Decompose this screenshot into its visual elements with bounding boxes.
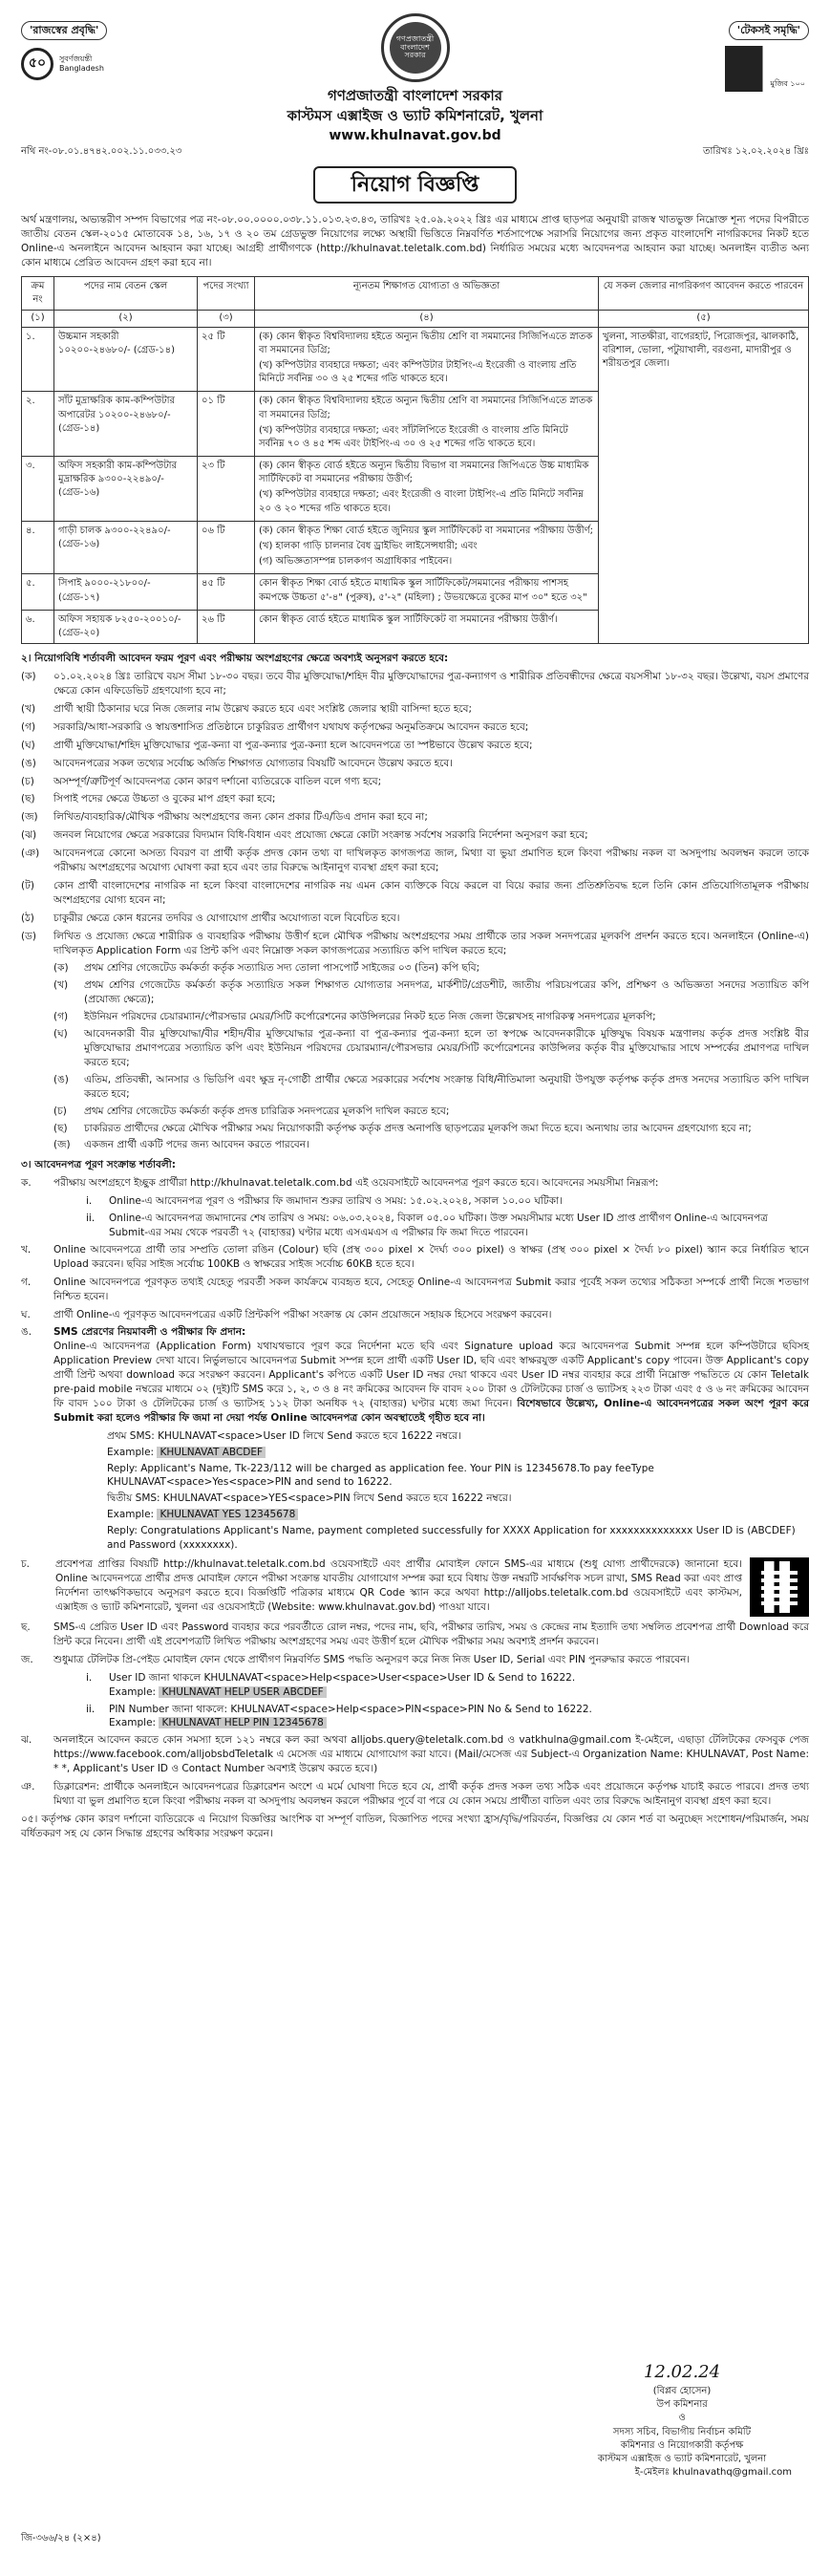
col-header-post: পদের নাম বেতন স্কেল xyxy=(54,277,198,311)
right-slogan-tag: 'টেকসই সমৃদ্ধি' xyxy=(729,21,809,40)
list-item xyxy=(53,1027,809,1070)
sms-rules-text: Online-এ আবেদনপত্র (Application Form) যথাযথভাবে পূরণ করে নির্দেশনা মতে ছবি এবং Signature upload করে আবেদনপত্র Submit সম্পন্ন হলে কম্পিউটারে ছবিসহ Application Preview দেখা যাবে। নির্ভুলভাবে আবেদনপত্র Submit সম্পন্ন হলে প্রার্থী একটি User ID, ছবি এবং স্বাক্ষরযুক্ত একটি Applicant's copy পাবেন। উক্ত Applicant's copy প্রার্থী প্রিন্ট অথবা download করে সংরক্ষণ করবেন। Applicant's কপিতে একটি User ID নম্বর দেয়া থাকবে এবং User ID নম্বর ব্যবহার করে প্রার্থী নিম্নোক্ত পদ্ধতিতে যে কোন Teletalk pre-paid mobile নম্বরের মাধ্যমে ০২ (দুই)টি SMS করে ১, ২, ৩ ও ৪ নং ক্রমিকের আবেদন ফি বাবদ ২০০ টাকা ও টেলিটকের চার্জ ও ভ্যাটসহ ২২৩ টাকা এবং ৫ ও ৬ নং ক্রমিকের আবেদন ফি বাবদ ১০০ টাকা ও টেলিটকের চার্জ ও ভ্যাটসহ ১১২ টাকা অনধিক ৭২ (বাহাত্তর) ঘণ্টার মধ্যে জমা দিবেন। xyxy=(53,1341,809,1409)
list-item xyxy=(21,702,809,717)
left-slogan-tag: 'রাজস্বের প্রবৃদ্ধি' xyxy=(21,21,107,40)
signatory-office: কাস্টমস এক্সাইজ ও ভ্যাট কমিশনারেট, খুলনা xyxy=(597,2453,767,2464)
list-item: খ. Online আবেদনপত্রে প্রার্থী তার সম্প্রতি তোলা রঙিন (Colour) ছবি (প্রস্থ ৩০০ pixel × দৈর্ঘ্য ৩০০ pixel) ও স্বাক্ষর (প্রস্থ ৩০০ pixel × দৈর্ঘ্য ৮০ pixel) স্ক্যান করে নির্ধারিত স্থানে Upload করবেন। ছবির সাইজ সর্বোচ্চ 100KB ও স্বাক্ষরের সাইজ সর্বোচ্চ 60KB হতে হবে। xyxy=(21,1243,809,1270)
list-item: ii. PIN Number জানা থাকলে: KHULNAVAT<space>Help<space>PIN<space>PIN No & Send to 16222. Example: KHULNAVAT HELP PIN 12345678 xyxy=(86,1703,592,1729)
jubilee-text: সুবর্ণজয়ন্তী Bangladesh xyxy=(59,54,104,73)
item-key: (ঙ) xyxy=(21,757,36,769)
item-text: সরকারি/আধা-সরকারি ও স্বায়ত্তশাসিত প্রতিষ্ঠানে চাকুরিরত প্রার্থীগণ যথাযথ কর্তৃপক্ষের অনুমতিক্রমে আবেদন করতে হবে; xyxy=(53,720,529,733)
support-contact-text: অনলাইনে আবেদন করতে কোন সমস্যা হলে ১২১ নম্বরে কল করা অথবা alljobs.query@teletalk.com.bd ও vatkhulna@gmail.com ই-মেইলে, এছাড়া টেলিটকের ফেসবুক পেজ https://www.facebook.com/alljobsbdTeletalk এ মেসেজ এর মাধ্যমে যোগাযোগ করা যাবে। (Mail/মেসেজ এর Subject-এ Organization Name: KHULNAVAT, Post Name: * *, Applicant's User ID ও Contact Number অবশ্যই উল্লেখ করতে হবে।) xyxy=(53,1734,809,1775)
list-item xyxy=(21,739,809,753)
list-item xyxy=(21,847,809,875)
row-post: উচ্চমান সহকারী ১০২০০-২৪৬৮০/- (গ্রেড-১৪) xyxy=(54,327,198,392)
item-key: (চ) xyxy=(53,1105,67,1117)
item-key: ii. xyxy=(86,1703,96,1715)
list-item xyxy=(86,1212,809,1240)
row-count: ২৫ টি xyxy=(198,327,255,392)
list-item: ঝ. অনলাইনে আবেদন করতে কোন সমস্যা হলে ১২১ নম্বরে কল করা অথবা alljobs.query@teletalk.com.bd ও vatkhulna@gmail.com ই-মেইলে, এছাড়া টেলিটকের ফেসবুক পেজ https://www.facebook.com/alljobsbdTeletalk এ মেসেজ এর মাধ্যমে যোগাযোগ করা যাবে। (Mail/মেসেজ এর Subject-এ Organization Name: KHULNAVAT, Post Name: * *, Applicant's User ID ও Contact Number অবশ্যই উল্লেখ করতে হবে।) xyxy=(21,1734,809,1775)
row-count: ০১ টি xyxy=(198,392,255,457)
item-text: আবেদনপত্রের সকল তথ্যের সর্বোচ্চ অর্জিত শিক্ষাগত যোগ্যতার বিষয়টি আবেদনে উল্লেখ করতে হবে। xyxy=(53,757,453,769)
item-key: (ক) xyxy=(53,962,69,975)
item-text: আবেদনপত্রে কোনো অসত্য বিবরণ বা প্রার্থী কর্তৃক প্রদত্ত কোন তথ্য বা দাখিলকৃত কাগজপত্র জাল, মিথ্যা বা ভুয়া প্রমাণিত হলে কিংবা পরীক্ষায় নকল বা অসদুপায় অবলম্বন করলে তাকে পরীক্ষায় অংশগ্রহণের অযোগ্য ঘোষণা করা হবে এবং তার বিরুদ্ধে আইনানুগ ব্যবস্থা গ্রহণ করা হবে; xyxy=(53,848,809,874)
qualification-line: কোন স্বীকৃত শিক্ষা বোর্ড হইতে মাধ্যমিক স্কুল সার্টিফিকেট/সমমানের পরীক্ষায় পাশসহ কমপক্ষে উচ্চতা ৫'-৪" (পুরুষ), ৫'-২" (মহিলা) ; উভয়ক্ষেত্রে বুকের মাপ ৩০" হতে ৩২" xyxy=(259,578,587,603)
row-sl: ৩. xyxy=(22,457,54,522)
list-item xyxy=(21,828,809,843)
item-key: (জ) xyxy=(53,1139,71,1151)
qualification-line: (ক) কোন স্বীকৃত শিক্ষা বোর্ড হইতে জুনিয়র স্কুল সার্টিফিকেট বা সমমানের পরীক্ষায় উত্তীর্ণ; xyxy=(259,525,594,536)
list-item xyxy=(21,810,809,825)
section-3-title: ৩। আবেদনপত্র পূরণ সংক্রান্ত শর্তাবলী: xyxy=(21,1159,176,1171)
admit-card-text: প্রবেশপত্র প্রাপ্তির বিষয়টি http://khulnavat.teletalk.com.bd ওয়েবসাইটে এবং প্রার্থীর মোবাইল ফোনে SMS-এর মাধ্যমে (শুধু যোগ্য প্রার্থীদেরকে) জানানো হবে। Online আবেদনপত্রে প্রার্থীর প্রদত্ত মোবাইল ফোনে পরীক্ষা সংক্রান্ত যাবতীয় যোগাযোগ সম্পন্ন করা হবে বিধায় উক্ত নম্বরটি সার্বক্ষণিক সচল রাখা, SMS Read করা এবং প্রাপ্ত নির্দেশনা তাৎক্ষণিকভাবে অনুসরণ করতে হবে। বিজ্ঞপ্তিটি পত্রিকার মাধ্যমে QR Code স্ক্যান করে অথবা http://alljobs.teletalk.com.bd ওয়েবসাইটে এবং কাস্টমস, এক্সাইজ ও ভ্যাট কমিশনারেট, খুলনা এর ওয়েবসাইটে (Website: www.khulnavat.gov.bd) পাওয়া যাবে। xyxy=(55,1558,742,1613)
item-key: (ঘ) xyxy=(53,1028,68,1041)
list-item: ক. পরীক্ষায় অংশগ্রহণে ইচ্ছুক প্রার্থীরা http://khulnavat.teletalk.com.bd এই ওয়েবসাইটে আবেদনপত্র পূরণ করতে হবে। আবেদনের সময়সীমা নিম্নরূপ: xyxy=(21,1176,809,1191)
list-item: ঙ. SMS প্রেরণের নিয়মাবলী ও পরীক্ষার ফি প্রদান: Online-এ আবেদনপত্র (Application Form) যথাযথভাবে পূরণ করে নির্দেশনা মতে ছবি এবং Signature upload করে আবেদনপত্র Submit সম্পন্ন হলে কম্পিউটারে ছবিসহ Application Preview দেখা যাবে। নির্ভুলভাবে আবেদনপত্র Submit সম্পন্ন হলে প্রার্থী একটি User ID, ছবি এবং স্বাক্ষরযুক্ত একটি Applicant's copy পাবেন। উক্ত Applicant's copy প্রার্থী প্রিন্ট অথবা download করে সংরক্ষণ করবেন। Applicant's কপিতে একটি User ID নম্বর দেয়া থাকবে এবং User ID নম্বর ব্যবহার করে প্রার্থী নিম্নোক্ত পদ্ধতিতে যে কোন Teletalk pre-paid mobile নম্বরের মাধ্যমে ০২ (দুই)টি SMS করে ১, ২, ৩ ও ৪ নং ক্রমিকের আবেদন ফি বাবদ ২০০ টাকা ও টেলিটকের চার্জ ও ভ্যাটসহ ২২৩ টাকা এবং ৫ ও ৬ নং ক্রমিকের আবেদন ফি বাবদ ১০০ টাকা ও টেলিটকের চার্জ ও ভ্যাটসহ ১১২ টাকা অনধিক ৭২ (বাহাত্তর) ঘণ্টার মধ্যে জমা দিবেন। বিশেষভাবে উল্লেখ্য, Online-এ আবেদনপত্রের সকল অংশ পূরণ করে Submit করা হলেও পরীক্ষার ফি জমা না দেয়া পর্যন্ত Online আবেদনপত্র কোন অবস্থাতেই গৃহীত হবে না। xyxy=(21,1326,809,1424)
qr-code-icon xyxy=(750,1557,809,1617)
row-qualification xyxy=(255,392,599,457)
row-sl: ৫. xyxy=(22,574,54,610)
item-key: ii. xyxy=(86,1213,96,1225)
row-qualification xyxy=(255,457,599,522)
list-item xyxy=(21,757,809,771)
qualification-line: (খ) হালকা গাড়ি চালনার বৈধ ড্রাইভিং লাইসেন্সধারী; এবং xyxy=(259,541,478,552)
photo-upload-text: Online আবেদনপত্রে প্রার্থী তার সম্প্রতি তোলা রঙিন (Colour) ছবি (প্রস্থ ৩০০ pixel × দৈর্ঘ্য ৩০০ pixel) ও স্বাক্ষর (প্রস্থ ৩০০ pixel × দৈর্ঘ্য ৮০ pixel) স্ক্যান করে নির্ধারিত স্থানে Upload করবেন। ছবির সাইজ সর্বোচ্চ 100KB ও স্বাক্ষরের সাইজ সর্বোচ্চ 60KB হতে হবে। xyxy=(53,1243,809,1270)
signatory-role2: কমিশনার ও নিয়োগকারী কর্তৃপক্ষ xyxy=(620,2439,744,2451)
golden-jubilee-logo xyxy=(21,48,193,80)
item-text: কোন প্রার্থী বাংলাদেশের নাগরিক না হলে কিংবা বাংলাদেশের নাগরিক নয় এমন কোন ব্যক্তিকে বিয়ে করলে বা বিয়ে করার জন্য প্রতিশ্রুতিবদ্ধ হলে তিনি কোন প্রতিযোগিতামূলক পরীক্ষায় অংশগ্রহণের যোগ্য হবেন না; xyxy=(53,879,809,906)
item-text: PIN Number জানা থাকলে: KHULNAVAT<space>Help<space>PIN<space>PIN No & Send to 16222. xyxy=(109,1703,592,1715)
list-item xyxy=(53,961,809,976)
item-key: (ঘ) xyxy=(21,739,35,751)
memo-date: তারিখঃ ১২.০২.২০২৪ খ্রিঃ xyxy=(703,146,809,157)
signature-block xyxy=(572,2360,792,2479)
item-key: (ঞ) xyxy=(21,848,40,860)
row-qualification xyxy=(255,327,599,392)
submit-check-text: Online আবেদনপত্রে পূরণকৃত তথ্যই যেহেতু পরবর্তী সকল কার্যক্রমে ব্যবহৃত হবে, সেহেতু Online-এ আবেদনপত্র Submit করার পূর্বেই সকল তথ্যের সঠিকতা সম্পর্কে প্রার্থী নিজে শতভাগ নিশ্চিত হবেন। xyxy=(53,1276,809,1302)
item-text: লিখিত/ব্যবহারিক/মৌখিক পরীক্ষায় অংশগ্রহণের জন্য কোন প্রকার টিএ/ডিএ প্রদান করা হবে না; xyxy=(53,811,428,824)
list-item: চ. প্রবেশপত্র প্রাপ্তির বিষয়টি http://khulnavat.teletalk.com.bd ওয়েবসাইটে এবং প্রার্থীর মোবাইল ফোনে SMS-এর মাধ্যমে (শুধু যোগ্য প্রার্থীদেরকে) জানানো হবে। Online আবেদনপত্রে প্রার্থীর প্রদত্ত মোবাইল ফোনে পরীক্ষা সংক্রান্ত যাবতীয় যোগাযোগ সম্পন্ন করা হবে বিধায় উক্ত নম্বরটি সার্বক্ষণিক সচল রাখা, SMS Read করা এবং প্রাপ্ত নির্দেশনা তাৎক্ষণিকভাবে অনুসরণ করতে হবে। বিজ্ঞপ্তিটি পত্রিকার মাধ্যমে QR Code স্ক্যান করে অথবা http://alljobs.teletalk.com.bd ওয়েবসাইটে এবং কাস্টমস, এক্সাইজ ও ভ্যাট কমিশনারেট, খুলনা এর ওয়েবসাইটে (Website: www.khulnavat.gov.bd) পাওয়া যাবে। xyxy=(21,1557,809,1617)
page-title: নিয়োগ বিজ্ঞপ্তি xyxy=(313,166,518,204)
col-num: (৩) xyxy=(198,311,255,327)
item-key: (ক) xyxy=(21,671,36,683)
portrait-caption: মুজিব ১০০ xyxy=(770,79,805,89)
government-seal-icon xyxy=(381,13,450,82)
signatory-email: ই-মেইলঃ khulnavathq@gmail.com xyxy=(634,2467,792,2479)
item-key: (চ) xyxy=(21,775,34,787)
row-post: অফিস সহায়ক ৮২৫০-২০০১০/- (গ্রেড-২০) xyxy=(54,610,198,643)
col-num: (৪) xyxy=(255,311,599,327)
row-sl: ২. xyxy=(22,392,54,457)
qualification-line: (ক) কোন স্বীকৃত বিশ্ববিদ্যালয় হইতে অন্যুন দ্বিতীয় শ্রেণি বা সমমানের সিজিপিএতে স্নাতক বা সমমানের ডিগ্রি; xyxy=(259,331,593,355)
office-title-block xyxy=(21,86,809,145)
item-text: প্রার্থী স্থায়ী ঠিকানার ঘরে নিজ জেলার নাম উল্লেখ করতে হবে এবং সংশ্লিষ্ট জেলার স্থায়ী বাসিন্দা হতে হবে; xyxy=(53,702,472,715)
footer-code: জি-৩৬৬/২৪ (২×৪) xyxy=(21,2533,101,2544)
item-key: (গ) xyxy=(53,1011,69,1023)
recovery-intro-text: শুধুমাত্র টেলিটক প্রি-পেইড মোবাইল ফোন থেকে প্রার্থীগণ নিম্নবর্ণিত SMS পদ্ধতি অনুসরণ করে নিজ নিজ User ID, Serial এবং PIN পুনরুদ্ধার করতে পারবেন। xyxy=(53,1653,691,1665)
government-name: গণপ্রজাতন্ত্রী বাংলাদেশ সরকার xyxy=(328,87,502,104)
list-item: ছ. SMS-এ প্রেরিত User ID এবং Password ব্যবহার করে পরবর্তীতে রোল নম্বর, পদের নাম, ছবি, পরীক্ষার তারিখ, সময় ও কেন্দ্রের নাম ইত্যাদি তথ্য সম্বলিত প্রবেশপত্র প্রার্থী Download করে প্রিন্ট করে নিবেন। প্রার্থী এই প্রবেশপত্রটি লিখিত পরীক্ষায় অংশগ্রহণের সময় এবং উত্তীর্ণ হলে মৌখিক পরীক্ষার সময় অবশ্যই প্রদর্শন করবেন। xyxy=(21,1621,809,1647)
list-item: জ. শুধুমাত্র টেলিটক প্রি-পেইড মোবাইল ফোন থেকে প্রার্থীগণ নিম্নবর্ণিত SMS পদ্ধতি অনুসরণ করে নিজ নিজ User ID, Serial এবং PIN পুনরুদ্ধার করতে পারবেন। xyxy=(21,1653,809,1667)
item-text: লিখিত ও প্রযোজ্য ক্ষেত্রে শারীরিক ও ব্যবহারিক পরীক্ষায় উত্তীর্ণ হলে মৌখিক পরীক্ষায় অংশগ্রহণের সময় প্রার্থীকে তার সকল সনদপত্রের মূলকপি প্রদর্শন করতে হবে। অনলাইনে (Online-এ) দাখিলকৃত Application Form এর প্রিন্ট কপি এবং নিম্নোক্ত সকল কাগজপত্রের সত্যায়িত কপি দাখিল করতে হবে; xyxy=(53,930,809,956)
signatory-title: উপ কমিশনার xyxy=(656,2399,708,2411)
qualification-line: (খ) কম্পিউটার ব্যবহারে দক্ষতা; এবং ইংরেজী ও বাংলা টাইপিং-এ প্রতি মিনিটে সর্বনিম্ন ২০ ও ২০ শব্দের গতি থাকতে হবে। xyxy=(259,489,584,514)
item-text: User ID জানা থাকলে KHULNAVAT<space>Help<space>User<space>User ID & Send to 16222. xyxy=(109,1671,576,1684)
example-code: KHULNAVAT ABCDEF xyxy=(157,1447,266,1458)
item-text: Online-এ আবেদনপত্র জমাদানের শেষ তারিখ ও সময়: ০৬.০৩.২০২৪, বিকাল ০৫.০০ ঘটিকা। উক্ত সময়সীমার মধ্যে User ID প্রাপ্ত প্রার্থীগণ Online-এ আবেদনপত্র Submit-এর সময় থেকে পরবর্তী ৭২ (বাহাত্তর) ঘণ্টার মধ্যে এসএমএস এ পরীক্ষার ফি জমা দিতে পারবেন। xyxy=(109,1213,768,1238)
item-text: Online-এ আবেদনপত্র পূরণ ও পরীক্ষার ফি জমাদান শুরুর তারিখ ও সময়: ১৫.০২.২০২৪, সকাল ১০.০০ ঘটিকা। xyxy=(109,1195,563,1208)
section-2-title: ২। নিয়োগবিধি শর্তাবলী আবেদন ফরম পূরণ এবং পরীক্ষায় অংশগ্রহণের ক্ষেত্রে অবশ্যই অনুসরণ করতে হবে: xyxy=(21,653,449,665)
row-post: সিপাই ৯০০০-২১৮০০/- (গ্রেড-১৭) xyxy=(54,574,198,610)
item-key: (ট) xyxy=(21,879,34,891)
list-item: ঞ. ডিক্লারেশন: প্রার্থীকে অনলাইনে আবেদনপত্রের ডিক্লারেশন অংশে এ মর্মে ঘোষণা দিতে হবে যে, প্রার্থী কর্তৃক প্রদত্ত সকল তথ্য সঠিক এবং প্রয়োজনে কর্তৃপক্ষ যাচাই করতে পারবে। প্রদত্ত তথ্য মিথ্যা বা ভুল প্রমাণিত হলে কিংবা পরীক্ষায় নকল বা অসদুপায় অবলম্বন করলে পরীক্ষার পূর্বে বা পরে যে কোন সময়ে প্রার্থীতা বাতিল এবং তার বিরুদ্ধে আইনানুগ ব্যবস্থা গ্রহণ করা হবে। xyxy=(21,1781,809,1807)
col-num: (২) xyxy=(54,311,198,327)
item-key: (খ) xyxy=(53,979,69,992)
first-sms-example: Example: KHULNAVAT ABCDEF xyxy=(107,1446,809,1460)
list-item xyxy=(21,912,809,926)
row-sl: ১. xyxy=(22,327,54,392)
section-2-list xyxy=(21,670,809,957)
item-text: অসম্পূর্ণ/ত্রুটিপূর্ণ আবেদনপত্র কোন কারণ দর্শানো ব্যতিরেকে বাতিল বলে গণ্য হবে; xyxy=(53,775,382,787)
row-qualification xyxy=(255,610,599,643)
item-text: ০১.০২.২০২৪ খ্রিঃ তারিখে বয়স সীমা ১৮-৩০ বছর। তবে বীর মুক্তিযোদ্ধা/শহিদ বীর মুক্তিযোদ্ধাদের পুত্র-কন্যাগণ ও শারীরিক প্রতিবন্ধীদের ক্ষেত্রে বয়সসীমা ১৮-৩২ বছর। উল্লেখ্য, বয়স প্রমাণের ক্ষেত্রে কোন এফিডেভিট গ্রহণযোগ্য হবে না; xyxy=(53,671,809,697)
item-key: (ঙ) xyxy=(53,1073,69,1085)
office-website: www.khulnavat.gov.bd xyxy=(329,127,501,143)
item-text: প্রথম শ্রেণির গেজেটেড কর্মকর্তা কর্তৃক সত্যায়িত সদ্য তোলা পাসপোর্ট সাইজের ০৩ (তিন) কপি ছবি; xyxy=(84,962,480,975)
row-qualification xyxy=(255,574,599,610)
printcopy-text: প্রার্থী Online-এ পূরণকৃত আবেদনপত্রের একটি প্রিন্টকপি পরীক্ষা সংক্রান্ত যে কোন প্রয়োজনে সহায়ক হিসেবে সংরক্ষণ করবেন। xyxy=(53,1308,552,1320)
sms-rules-title: SMS প্রেরণের নিয়মাবলী ও পরীক্ষার ফি প্রদান: xyxy=(53,1326,246,1339)
item-text: প্রার্থী মুক্তিযোদ্ধা/শহিদ মুক্তিযোদ্ধার পুত্র-কন্যা বা পুত্র-কন্যার পুত্র-কন্যা হলে আবেদনপত্রে তা স্পষ্টভাবে উল্লেখ করতে হবে; xyxy=(53,739,533,751)
item-text: চাকুরীর ক্ষেত্রে কোন ধরনের তদবির ও যোগাযোগ প্রার্থীর অযোগ্যতা বলে বিবেচিত হবে। xyxy=(53,912,400,924)
example-code: KHULNAVAT YES 12345678 xyxy=(157,1509,298,1520)
qualification-line: কোন স্বীকৃত বোর্ড হইতে মাধ্যমিক স্কুল সার্টিফিকেট বা সমমানের পরীক্ষায় উত্তীর্ণ। xyxy=(259,613,558,625)
list-item xyxy=(21,930,809,958)
row-sl: ৪. xyxy=(22,521,54,574)
example-code: KHULNAVAT HELP USER ABCDEF xyxy=(159,1686,326,1698)
item-text: একজন প্রার্থী একটি পদের জন্য আবেদন করতে পারবেন। xyxy=(84,1139,309,1151)
item-key: (ঝ) xyxy=(21,829,37,842)
declaration-text: ডিক্লারেশন: প্রার্থীকে অনলাইনে আবেদনপত্রের ডিক্লারেশন অংশে এ মর্মে ঘোষণা দিতে হবে যে, প্রার্থী কর্তৃক প্রদত্ত সকল তথ্য সঠিক এবং প্রয়োজনে কর্তৃপক্ষ যাচাই করতে পারবে। প্রদত্ত তথ্য মিথ্যা বা ভুল প্রমাণিত হলে কিংবা পরীক্ষায় নকল বা অসদুপায় অবলম্বন করলে পরীক্ষার পূর্বে বা পরে যে কোন সময়ে প্রার্থীতা বাতিল এবং তার বিরুদ্ধে আইনানুগ ব্যবস্থা গ্রহণ করা হবে। xyxy=(53,1781,809,1807)
vacancy-table xyxy=(21,276,809,644)
row-districts: খুলনা, সাতক্ষীরা, বাগেরহাট, পিরোজপুর, ঝালকাঠি, বরিশাল, ভোলা, পটুয়াখালী, বরগুনা, মাদারীপুর ও শরীয়তপুর জেলা। xyxy=(599,327,809,644)
col-header-sl: ক্রম নং xyxy=(22,277,54,311)
item-text: জনবল নিয়োগের ক্ষেত্রে সরকারের বিদ্যমান বিধি-বিধান এবং প্রযোজ্য ক্ষেত্রে কোটা সংক্রান্ত সর্বশেষ সরকারি নির্দেশনা অনুসরণ করা হবে; xyxy=(53,829,588,842)
item-key: (ড) xyxy=(21,930,36,942)
table-row xyxy=(22,327,809,392)
sms-rules-warning: বিশেষভাবে উল্লেখ্য, Online-এ আবেদনপত্রের সকল অংশ পূরণ করে Submit করা হলেও পরীক্ষার ফি জমা না দেয়া পর্যন্ত Online আবেদনপত্র কোন অবস্থাতেই গৃহীত হবে না। xyxy=(53,1397,809,1424)
row-post: অফিস সহকারী কাম-কম্পিউটার মুদ্রাক্ষরিক ৯৩০০-২২৪৯০/- (গ্রেড-১৬) xyxy=(54,457,198,522)
col-header-districts: যে সকল জেলার নাগরিকগণ আবেদন করতে পারবেন xyxy=(599,277,809,311)
second-sms-reply: Reply: Congratulations Applicant's Name, payment completed successfully for XXXX Application for xxxxxxxxxxxxxx User ID is (ABCDEF) and Password (xxxxxxxx). xyxy=(107,1525,796,1552)
row-count: ২৬ টি xyxy=(198,610,255,643)
signature: 12.02.24 xyxy=(643,2362,721,2382)
item-text: এতিম, প্রতিবন্ধী, আনসার ও ভিডিপি এবং ক্ষুদ্র নৃ-গোষ্ঠী প্রার্থীর ক্ষেত্রে সরকারের সর্বশেষ সংক্রান্ত বিধি/নীতিমালা অনুযায়ী উপযুক্ত কর্তৃপক্ষ কর্তৃক প্রদত্ত সনদের সত্যায়িত কপি দাখিল করতে হবে; xyxy=(84,1073,809,1100)
item-key: (ঠ) xyxy=(21,912,34,924)
memo-number: নথি নং-০৮.০১.৪৭৪২.০০২.১১.০৩৩.২৩ xyxy=(21,146,182,157)
documents-sublist xyxy=(21,961,809,1152)
item-text: প্রথম শ্রেণির গেজেটেড কর্মকর্তা কর্তৃক সত্যায়িত সকল শিক্ষাগত যোগ্যতার সনদপত্র, মার্কশীট/গ্রেডশীট, জাতীয় পরিচয়পত্রের কপি, প্রশিক্ষণ ও অভিজ্ঞতা সনদের সত্যায়িত কপি (প্রযোজ্য ক্ষেত্রে); xyxy=(84,979,809,1006)
col-header-qualification: ন্যূনতম শিক্ষাগত যোগ্যতা ও অভিজ্ঞতা xyxy=(255,277,599,311)
list-item: ঘ. প্রার্থী Online-এ পূরণকৃত আবেদনপত্রের একটি প্রিন্টকপি পরীক্ষা সংক্রান্ত যে কোন প্রয়োজনে সহায়ক হিসেবে সংরক্ষণ করবেন। xyxy=(21,1308,809,1322)
left-logo-block xyxy=(21,21,193,80)
office-name: কাস্টমস এক্সাইজ ও ভ্যাট কমিশনারেট, খুলনা xyxy=(287,107,543,125)
qualification-line: (ক) কোন স্বীকৃত বোর্ড হইতে অন্যুন দ্বিতীয় বিভাগ বা সমমানের জিপিএতে উচ্চ মাধ্যমিক সার্টিফিকেট বা সমমানের পরীক্ষায় উত্তীর্ণ; xyxy=(259,461,589,485)
qualification-line: (খ) কম্পিউটার ব্যবহারে দক্ষতা; এবং কম্পিউটার টাইপিং-এ ইংরেজী ও বাংলায় প্রতি মিনিটে সর্বনিম্ন ৩০ ও ২৫ শব্দের গতি থাকতে হবে। xyxy=(259,359,577,385)
portrait-logo xyxy=(725,46,809,92)
qualification-line: (গ) অভিজ্ঞতাসম্পন্ন চালকগণ অগ্রাধিকার পাইবেন। xyxy=(259,556,453,568)
item-text: চাকরিরত প্রার্থীদের ক্ষেত্রে মৌখিক পরীক্ষার সময় নিয়োগকারী কর্তৃপক্ষ কর্তৃক প্রদত্ত অনাপত্তি ছাড়পত্রের মূলকপি জমা দিতে হবে। অন্যথায় তার আবেদন গ্রহণযোগ্য হবে না; xyxy=(84,1122,752,1134)
list-item xyxy=(21,775,809,789)
apply-website-text: পরীক্ষায় অংশগ্রহণে ইচ্ছুক প্রার্থীরা http://khulnavat.teletalk.com.bd এই ওয়েবসাইটে আবেদনপত্র পূরণ করতে হবে। আবেদনের সময়সীমা নিম্নরূপ: xyxy=(53,1177,659,1190)
list-item xyxy=(21,670,809,698)
item-text: সিপাই পদের ক্ষেত্রে উচ্চতা ও বুকের মাপ গ্রহণ করা হবে; xyxy=(53,793,276,805)
row-count: ০৬ টি xyxy=(198,521,255,574)
row-post: সাঁট মুদ্রাক্ষরিক কাম-কম্পিউটার অপারেটর ১০২০০-২৪৬৮০/- (গ্রেড-১৪) xyxy=(54,392,198,457)
row-count: ৪৫ টি xyxy=(198,574,255,610)
item-text: ইউনিয়ন পরিষদের চেয়ারম্যান/পৌরসভার মেয়র/সিটি কর্পোরেশনের কাউন্সিলরের নিকট হতে নিজ জেলা উল্লেখসহ নাগরিকত্ব সনদপত্রের মূলকপি; xyxy=(84,1011,656,1023)
userid-password-text: SMS-এ প্রেরিত User ID এবং Password ব্যবহার করে পরবর্তীতে রোল নম্বর, পদের নাম, ছবি, পরীক্ষার তারিখ, সময় ও কেন্দ্রের নাম ইত্যাদি তথ্য সম্বলিত প্রবেশপত্র প্রার্থী Download করে প্রিন্ট করে নিবেন। প্রার্থী এই প্রবেশপত্রটি লিখিত পরীক্ষায় অংশগ্রহণের সময় এবং উত্তীর্ণ হলে মৌখিক পরীক্ষার সময় অবশ্যই প্রদর্শন করবেন। xyxy=(53,1621,809,1647)
col-num: (১) xyxy=(22,311,54,327)
item-key: (গ) xyxy=(21,720,36,733)
memo-row xyxy=(21,145,809,159)
col-header-count: পদের সংখ্যা xyxy=(198,277,255,311)
qualification-line: (খ) কম্পিউটার ব্যবহারে দক্ষতা; এবং সাঁটলিপিতে ইংরেজী ও বাংলায় প্রতি মিনিটে সর্বনিম্ন ৭০ ও ৪৫ শব্দ এবং টাইপিং-এ ৩০ ও ২৫ শব্দের গতি থাকতে হবে। xyxy=(259,424,568,449)
intro-paragraph: অর্থ মন্ত্রণালয়, অভ্যন্তরীণ সম্পদ বিভাগের পত্র নং-০৮.০০.০০০০.০৩৮.১১.০১৩.২৩.৪৩, তারিখঃ ২৫.০৯.২০২২ খ্রিঃ এর মাধ্যমে প্রাপ্ত ছাড়পত্র অনুযায়ী রাজস্ব খাতভুক্ত নিম্নোক্ত শূন্য পদের বিপরীতে জাতীয় বেতন স্কেল-২০১৫ মোতাবেক ১৪, ১৬, ১৭ ও ২০ তম গ্রেডভুক্ত নিয়োগের লক্ষ্যে অস্থায়ী ভিত্তিতে নিম্নবর্ণিত শর্তসাপেক্ষে সরাসরি নিয়োগের জন্য প্রকৃত বাংলাদেশি নাগরিকদের নিকট হতে Online-এ অনলাইনে আবেদন আহবান করা যাচ্ছে। আগ্রহী প্রার্থীগণকে (http://khulnavat.teletalk.com.bd) নির্ধারিত সময়ের মধ্যে আবেদনপত্র আহবান করা যাচ্ছে। অনলাইন ব্যতীত অন্য কোন মাধ্যমে প্রেরিত আবেদন গ্রহণ করা হবে না। xyxy=(21,214,809,269)
item-key: i. xyxy=(86,1195,93,1208)
list-item xyxy=(21,792,809,806)
list-item xyxy=(53,978,809,1007)
item-key: (ছ) xyxy=(21,793,35,805)
right-logo-block xyxy=(647,21,809,92)
list-item xyxy=(53,1073,809,1102)
row-post: গাড়ী চালক ৯৩০০-২২৪৯০/- (গ্রেড-১৬) xyxy=(54,521,198,574)
list-item xyxy=(53,1010,809,1024)
signatory-role: সদস্য সচিব, বিভাগীয় নির্বাচন কমিটি xyxy=(612,2426,752,2437)
first-sms-reply: Reply: Applicant's Name, Tk-223/112 will be charged as application fee. Your PIN is 12345678.To pay feeType KHULNAVAT<space>Yes<space>PIN and send to 16222. xyxy=(107,1462,654,1489)
jubilee-number: ৫০ xyxy=(21,48,53,80)
signatory-name: (বিপ্লব হোসেন) xyxy=(652,2386,712,2396)
item-key: (খ) xyxy=(21,702,36,715)
item-key: (ছ) xyxy=(53,1122,68,1134)
list-item: গ. Online আবেদনপত্রে পূরণকৃত তথ্যই যেহেতু পরবর্তী সকল কার্যক্রমে ব্যবহৃত হবে, সেহেতু Online-এ আবেদনপত্র Submit করার পূর্বেই সকল তথ্যের সঠিকতা সম্পর্কে প্রার্থী নিজে শতভাগ নিশ্চিত হবেন। xyxy=(21,1276,809,1302)
authority-rights-paragraph: ০৫। কর্তৃপক্ষ কোন কারণ দর্শানো ব্যতিরেকে এ নিয়োগ বিজ্ঞপ্তির আংশিক বা সম্পূর্ণ বাতিল, বিজ্ঞাপিত পদের সংখ্যা হ্রাস/বৃদ্ধি/পরিবর্তন, বিজ্ঞপ্তির যে কোন শর্ত বা অনুচ্ছেদ সংশোধন/পরিমার্জন, সময় বর্ধিতকরণ সহ যে কোন সিদ্ধান্ত গ্রহণের অধিকার সংরক্ষণ করেন। xyxy=(21,1813,809,1839)
list-item xyxy=(53,1138,809,1152)
row-qualification xyxy=(255,521,599,574)
first-sms: প্রথম SMS: KHULNAVAT<space>User ID লিখে Send করতে হবে 16222 নম্বরে। xyxy=(107,1429,461,1442)
row-sl: ৬. xyxy=(22,610,54,643)
list-item xyxy=(53,1105,809,1119)
row-count: ২৩ টি xyxy=(198,457,255,522)
list-item xyxy=(21,879,809,908)
header xyxy=(21,13,809,143)
list-item xyxy=(53,1122,809,1136)
qualification-line: (ক) কোন স্বীকৃত বিশ্ববিদ্যালয় হইতে অন্যুন দ্বিতীয় শ্রেণি বা সমমানের সিজিপিএতে স্নাতক বা সমমানের ডিগ্রি; xyxy=(259,396,593,420)
second-sms-example: Example: KHULNAVAT YES 12345678 xyxy=(107,1508,809,1522)
second-sms: দ্বিতীয় SMS: KHULNAVAT<space>YES<space>PIN লিখে Send করতে হবে 16222 নম্বরে। xyxy=(107,1492,512,1505)
item-key: (জ) xyxy=(21,811,38,824)
item-text: প্রথম শ্রেণির গেজেটেড কর্মকর্তা কর্তৃক প্রদত্ত চারিত্রিক সনদপত্রের মূলকপি দাখিল করতে হবে; xyxy=(84,1105,450,1117)
col-num: (৫) xyxy=(599,311,809,327)
list-item xyxy=(86,1194,809,1209)
item-text: আবেদনকারী বীর মুক্তিযোদ্ধা/বীর শহীদ/বীর মুক্তিযোদ্ধার পুত্র-কন্যা বা পুত্র-কন্যার পুত্র-কন্যা হলে তা স্বপক্ষে আবেদনকারীকে মুক্তিযুদ্ধ বিষয়ক মন্ত্রণালয় কর্তৃক প্রদত্ত সংশ্লিষ্ট বীর মুক্তিযোদ্ধার প্রমাণপত্রের সত্যায়িত কপি এবং ইউনিয়ন পরিষদের চেয়ারম্যান/পৌরসভার মেয়র/সিটি কর্পোরেশনের কাউন্সিলর কর্তৃক বীর মুক্তিযোদ্ধার সাথে সম্পর্কের প্রমাণপত্র দাখিল করতে হবে; xyxy=(84,1028,809,1068)
list-item xyxy=(21,720,809,735)
example-code: KHULNAVAT HELP PIN 12345678 xyxy=(159,1717,326,1728)
item-key: i. xyxy=(86,1671,93,1684)
seal-text: গণপ্রজাতন্ত্রী বাংলাদেশ সরকার xyxy=(390,22,441,74)
list-item: i. User ID জানা থাকলে KHULNAVAT<space>Help<space>User<space>User ID & Send to 16222. Example: KHULNAVAT HELP USER ABCDEF xyxy=(86,1671,576,1698)
signatory-and: ও xyxy=(678,2413,686,2424)
